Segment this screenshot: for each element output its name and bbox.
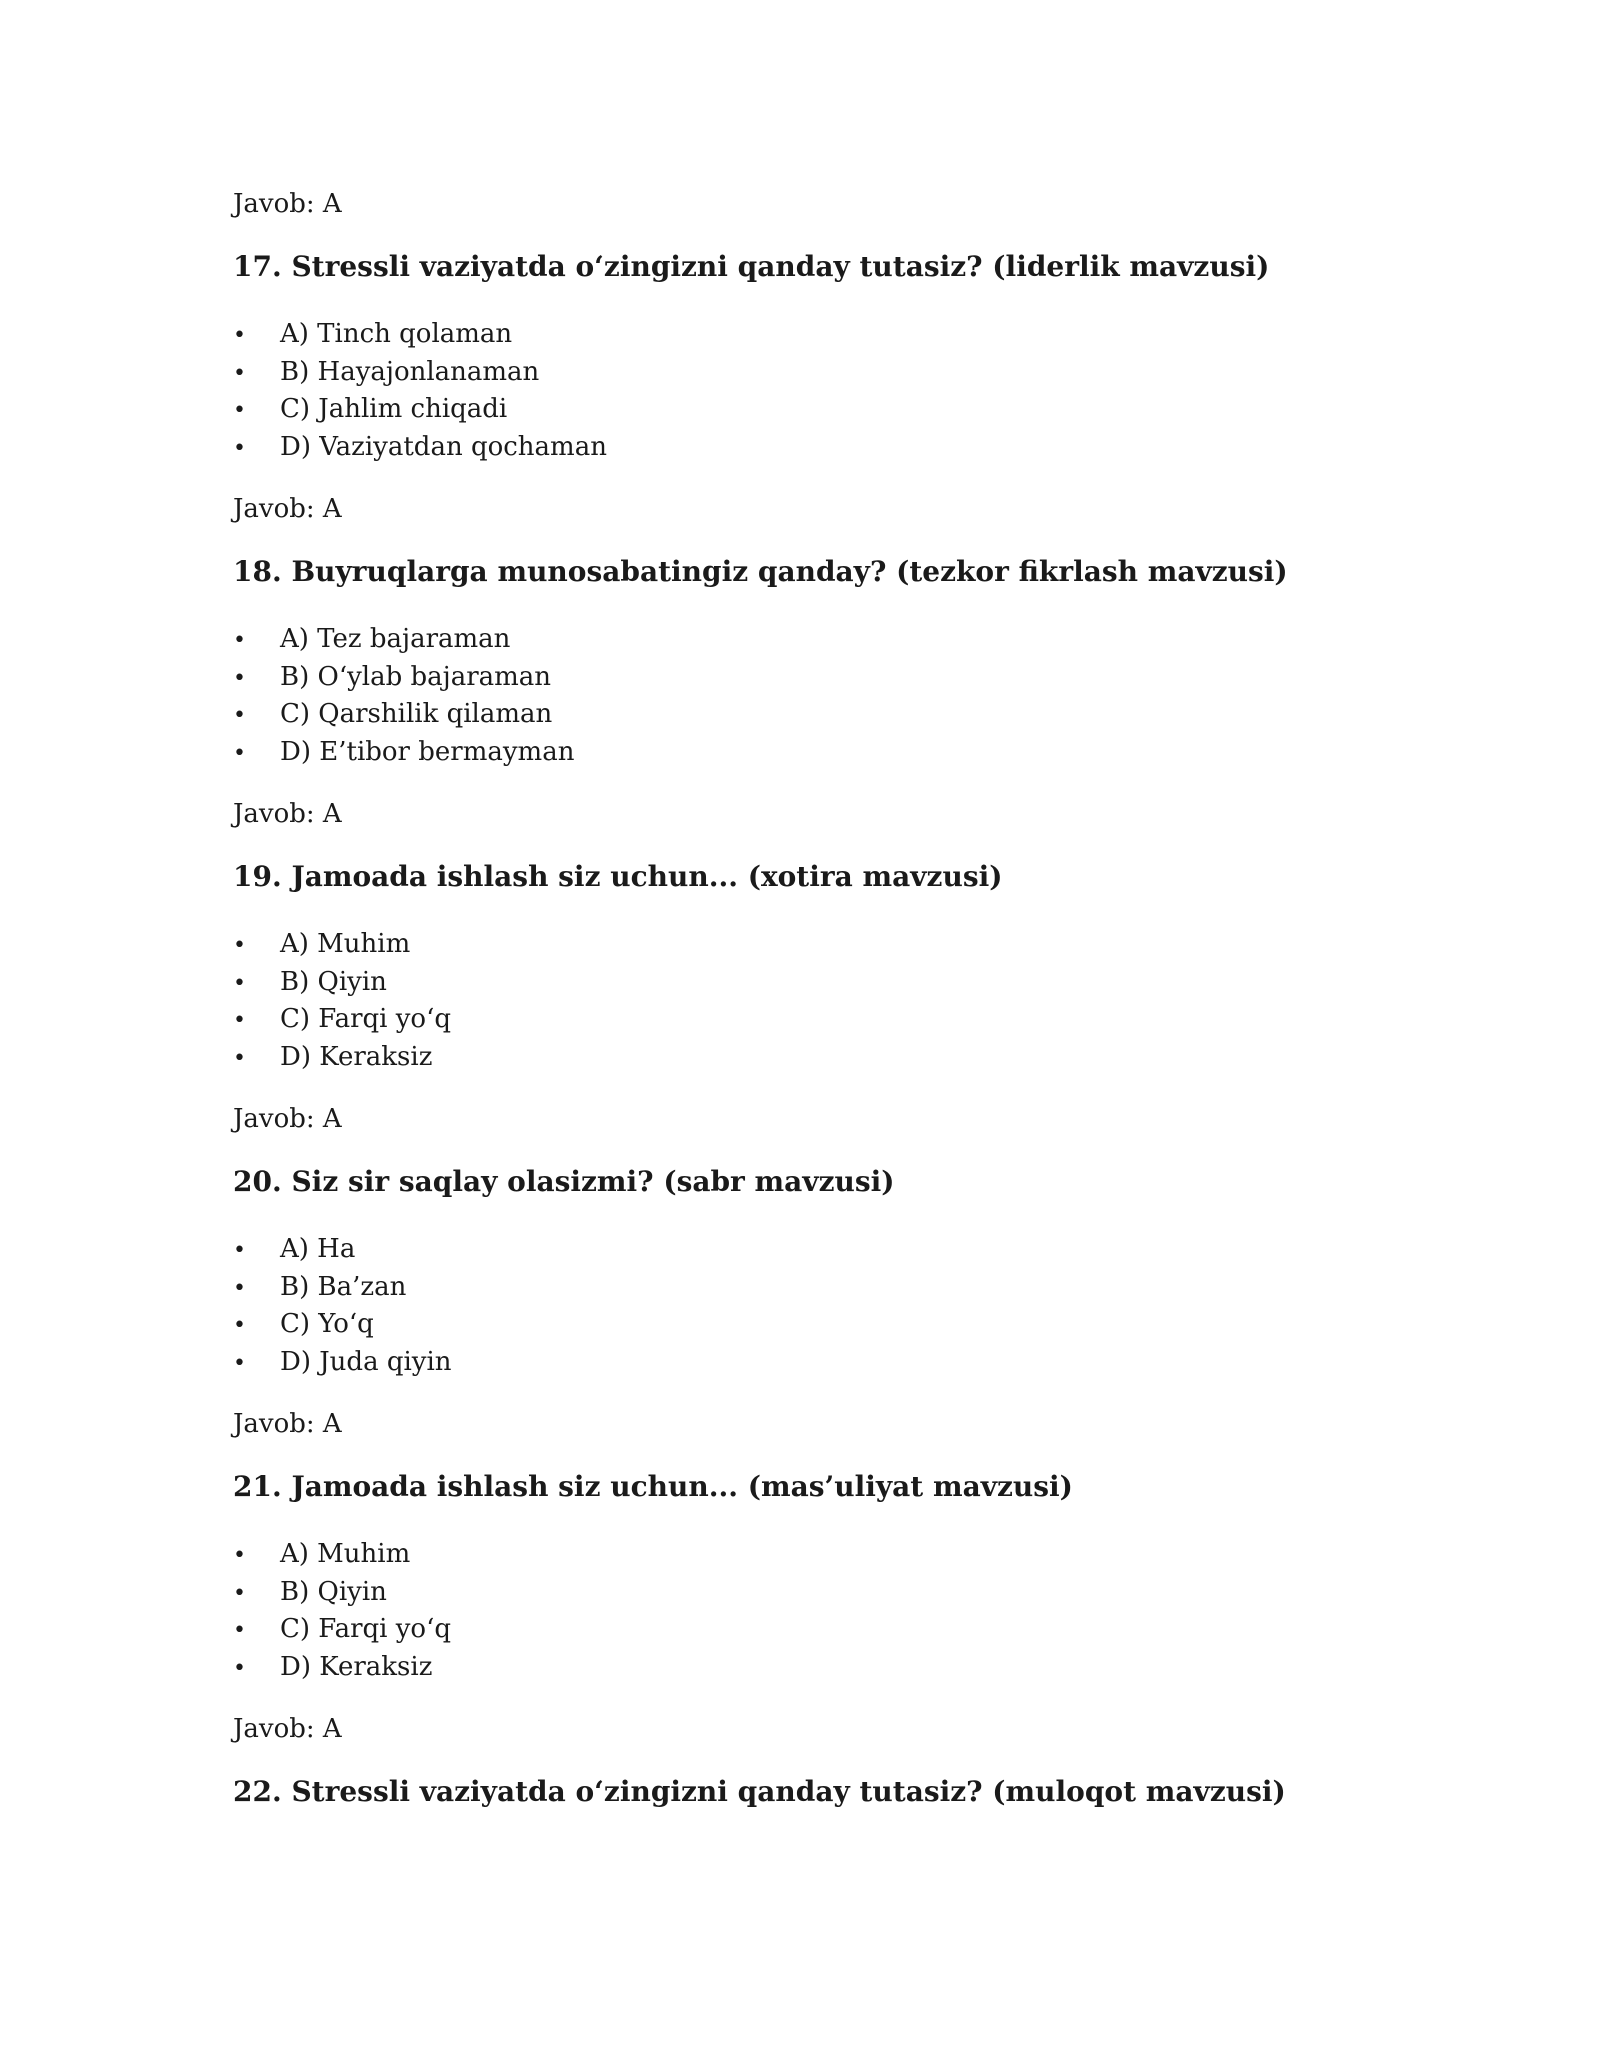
list-item	[233, 965, 387, 1001]
question-heading: 21. Jamoada ishlash siz uchun... (mas’uliyat mavzusi)	[233, 1470, 1073, 1503]
bullet-icon: •	[233, 1543, 246, 1568]
list-item	[233, 1040, 432, 1076]
answer-line: Javob: A	[233, 1409, 342, 1439]
option-label: B) Hayajonlanaman	[280, 357, 540, 387]
bullet-icon: •	[233, 1313, 246, 1338]
bullet-icon: •	[233, 628, 246, 653]
option-label: A) Tez bajaraman	[280, 624, 511, 654]
bullet-icon: •	[233, 323, 246, 348]
list-item	[233, 355, 539, 391]
question-heading: 18. Buyruqlarga munosabatingiz qanday? (tezkor fikrlash mavzusi)	[233, 555, 1288, 588]
list-item	[233, 1575, 387, 1611]
question-heading: 22. Stressli vaziyatda o‘zingizni qanday tutasiz? (muloqot mavzusi)	[233, 1775, 1286, 1808]
option-label: B) Qiyin	[280, 1577, 387, 1607]
answer-line: Javob: A	[233, 189, 342, 219]
answer-line: Javob: A	[233, 1104, 342, 1134]
list-item	[233, 927, 410, 963]
option-label: D) Keraksiz	[280, 1652, 433, 1682]
option-label: C) Jahlim chiqadi	[280, 394, 508, 424]
option-label: A) Muhim	[280, 1539, 411, 1569]
bullet-icon: •	[233, 1008, 246, 1033]
bullet-icon: •	[233, 361, 246, 386]
bullet-icon: •	[233, 1581, 246, 1606]
bullet-icon: •	[233, 1276, 246, 1301]
option-label: B) Qiyin	[280, 967, 387, 997]
bullet-icon: •	[233, 703, 246, 728]
bullet-icon: •	[233, 741, 246, 766]
option-label: C) Farqi yo‘q	[280, 1614, 451, 1644]
bullet-icon: •	[233, 666, 246, 691]
bullet-icon: •	[233, 1351, 246, 1376]
list-item	[233, 392, 507, 428]
list-item	[233, 1345, 452, 1381]
list-item	[233, 1537, 410, 1573]
question-heading: 19. Jamoada ishlash siz uchun... (xotira mavzusi)	[233, 860, 1003, 893]
list-item	[233, 622, 510, 658]
bullet-icon: •	[233, 1618, 246, 1643]
list-item	[233, 1002, 451, 1038]
option-label: C) Farqi yo‘q	[280, 1004, 451, 1034]
option-label: D) E’tibor bermayman	[280, 737, 575, 767]
list-item	[233, 660, 551, 696]
list-item	[233, 1270, 406, 1306]
bullet-icon: •	[233, 1046, 246, 1071]
list-item	[233, 735, 574, 771]
list-item	[233, 1650, 432, 1686]
option-label: D) Vaziyatdan qochaman	[280, 432, 607, 462]
bullet-icon: •	[233, 436, 246, 461]
bullet-icon: •	[233, 971, 246, 996]
option-label: A) Tinch qolaman	[280, 319, 513, 349]
option-label: B) O‘ylab bajaraman	[280, 662, 552, 692]
bullet-icon: •	[233, 398, 246, 423]
option-label: D) Juda qiyin	[280, 1347, 452, 1377]
answer-line: Javob: A	[233, 799, 342, 829]
list-item	[233, 1307, 374, 1343]
option-label: A) Ha	[280, 1234, 356, 1264]
answer-line: Javob: A	[233, 494, 342, 524]
list-item	[233, 1612, 451, 1648]
option-label: A) Muhim	[280, 929, 411, 959]
option-label: D) Keraksiz	[280, 1042, 433, 1072]
option-label: B) Ba’zan	[280, 1272, 407, 1302]
bullet-icon: •	[233, 1238, 246, 1263]
option-label: C) Yo‘q	[280, 1309, 374, 1339]
bullet-icon: •	[233, 1656, 246, 1681]
list-item	[233, 430, 607, 466]
list-item	[233, 697, 552, 733]
list-item	[233, 317, 512, 353]
bullet-icon: •	[233, 933, 246, 958]
option-label: C) Qarshilik qilaman	[280, 699, 553, 729]
list-item	[233, 1232, 355, 1268]
question-heading: 20. Siz sir saqlay olasizmi? (sabr mavzusi)	[233, 1165, 895, 1198]
question-heading: 17. Stressli vaziyatda o‘zingizni qanday tutasiz? (liderlik mavzusi)	[233, 250, 1270, 283]
answer-line: Javob: A	[233, 1714, 342, 1744]
